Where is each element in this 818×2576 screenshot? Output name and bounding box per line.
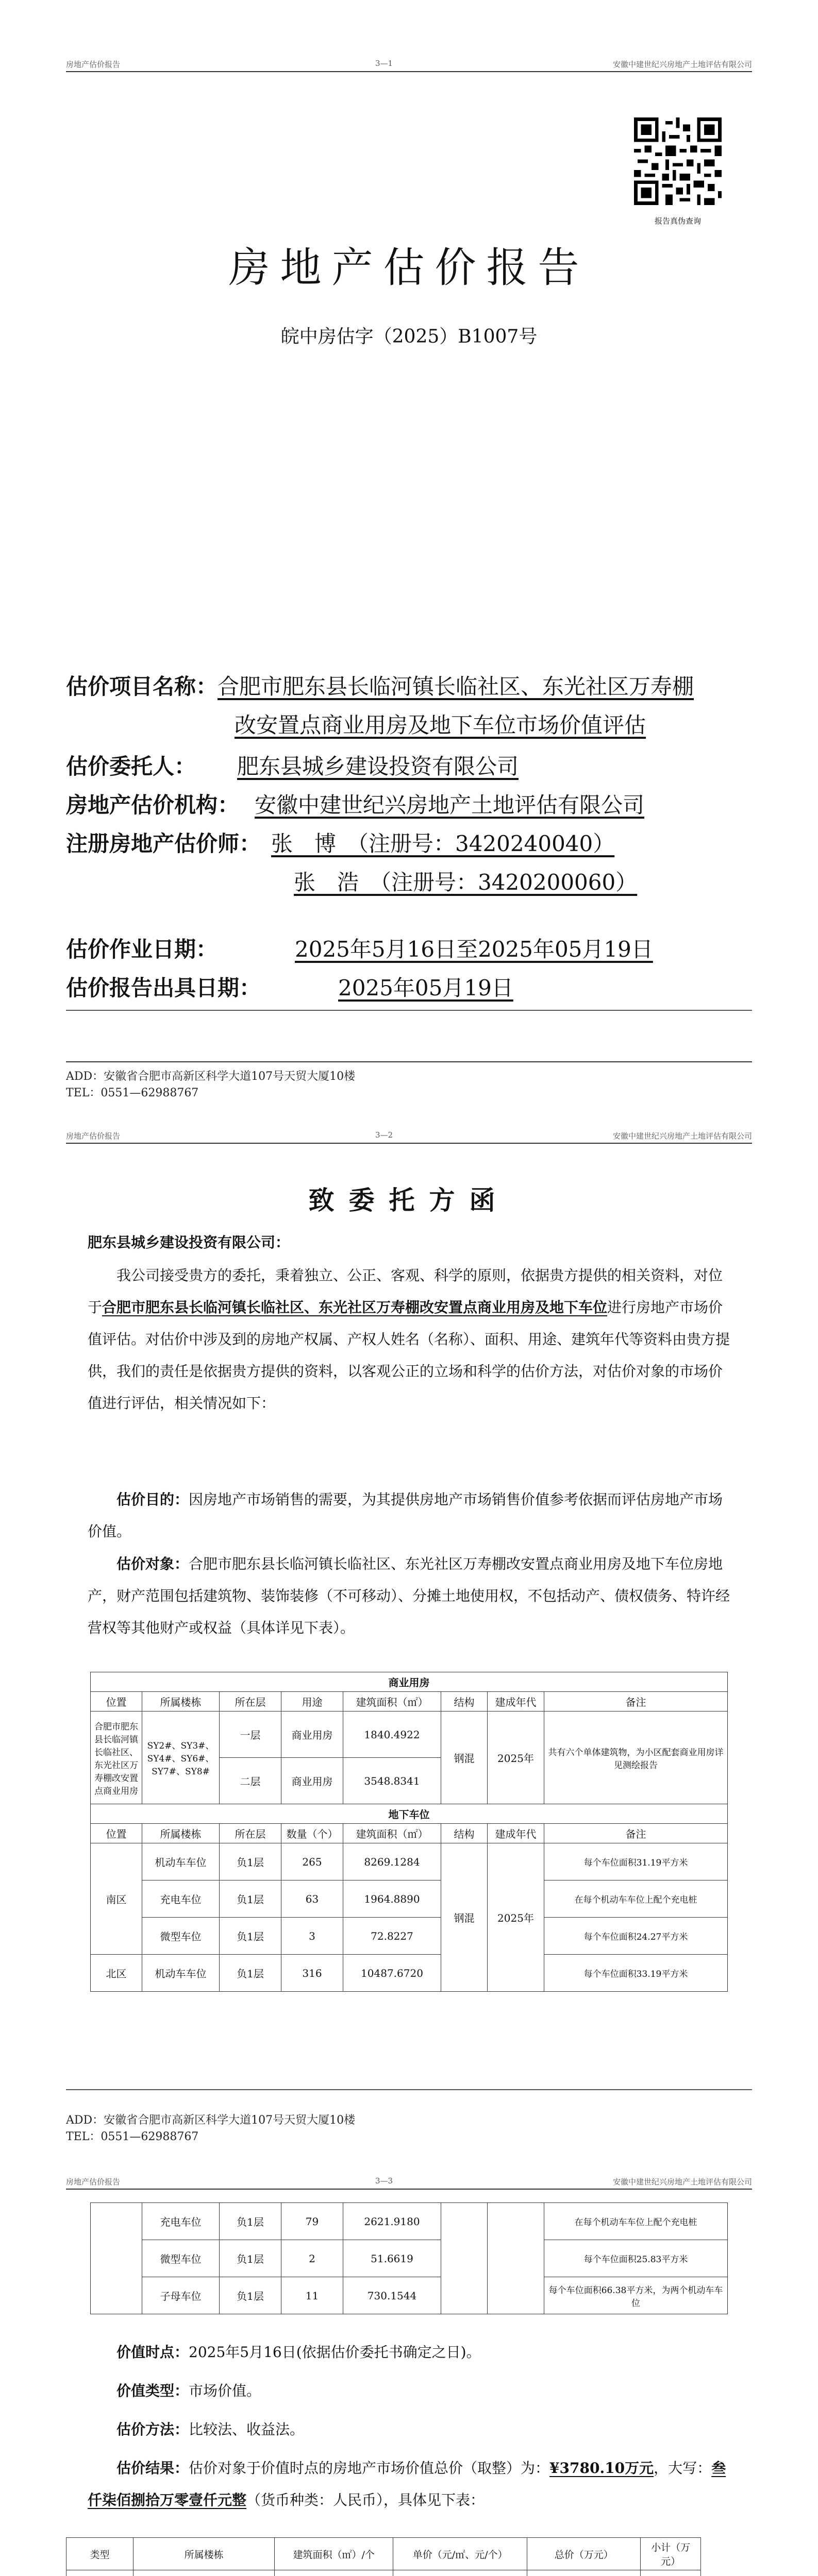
org-name: 安徽中建世纪兴房地产土地评估有限公司 [255, 792, 645, 818]
section-commercial: 商业用房 [91, 1672, 728, 1692]
cell-remark: 每个车位面积25.83平方米 [544, 2240, 728, 2277]
cell-type [66, 2570, 133, 2576]
col-header: 建筑面积（㎡） [343, 1692, 441, 1711]
table-row [91, 1711, 728, 1758]
table-header-row [91, 1692, 728, 1711]
valuation-table [66, 2537, 752, 2576]
header-left: 房地产估价报告 [66, 1131, 121, 1141]
project-name-line1: 合肥市肥东县长临河镇长临社区、东光社区万寿棚 [218, 674, 694, 699]
value-type-text: 市场价值。 [189, 2382, 261, 2399]
page-footer [66, 2112, 752, 2145]
cell-zone: 南区 [91, 1843, 142, 1955]
cell-type: 机动车车位 [142, 1843, 220, 1880]
property-table [90, 1672, 728, 1992]
cell-year: 2025年 [488, 1711, 544, 1804]
cover-page-bottom [0, 907, 818, 1123]
col-header: 所在层 [220, 1692, 281, 1711]
report-number: 皖中房估字（2025）B1007号 [280, 326, 538, 347]
section-parking: 地下车位 [91, 1804, 728, 1824]
table-row [91, 1955, 728, 1992]
method-label: 估价方法： [116, 2421, 189, 2438]
valuation-result [88, 2452, 730, 2516]
col-header: 建成年代 [488, 1824, 544, 1843]
table-row [91, 2277, 728, 2314]
cell-area: 51.6619 [343, 2240, 441, 2277]
col-header: 位置 [91, 1824, 142, 1843]
result-amount: ¥3780.10万元 [549, 2460, 654, 2477]
cell-remark: 在每个机动车车位上配个充电桩 [544, 1880, 728, 1918]
valuation-method [88, 2414, 730, 2446]
cell-area: 730.1544 [343, 2277, 441, 2314]
cell-remark: 共有六个单体建筑物，为小区配套商业用房详见测绘报告 [544, 1711, 728, 1804]
col-header: 类型 [66, 2538, 133, 2570]
cell-remark: 每个车位面积33.19平方米 [544, 1955, 728, 1992]
cover-separator [66, 1010, 752, 1011]
letter-paragraph-1 [88, 1260, 730, 1419]
cell-area: 1840.4922 [343, 1711, 441, 1758]
client-row [66, 750, 519, 781]
cell-structure: 钢混 [441, 1843, 488, 1992]
cell-floor: 负1层 [220, 2203, 281, 2240]
header-company: 安徽中建世纪兴房地产土地评估有限公司 [612, 1131, 752, 1141]
col-header: 备注 [544, 1692, 728, 1711]
header-company: 安徽中建世纪兴房地产土地评估有限公司 [612, 2177, 752, 2187]
cell-floor: 一层 [220, 1711, 281, 1758]
result-text-a: 估价对象于价值时点的房地产市场价值总价（取整）为： [189, 2460, 550, 2477]
header-page-number: 3—1 [375, 59, 393, 68]
purpose-text: 因房地产市场销售的需要，为其提供房地产市场销售价值参考依据而评估房地产市场价值。 [88, 1491, 723, 1540]
col-header: 结构 [441, 1824, 488, 1843]
cell-count: 63 [281, 1880, 343, 1918]
letter-title: 致委托方函 [308, 1185, 510, 1215]
results-page [0, 2164, 818, 2576]
page-header [66, 1128, 752, 1144]
letter-page [0, 1123, 818, 2112]
appraiser-label: 注册房地产估价师： [66, 831, 261, 856]
letter-separator [66, 2089, 752, 2090]
value-date [88, 2336, 730, 2368]
page-footer [66, 1061, 752, 1101]
col-header: 数量（个） [281, 1824, 343, 1843]
cell-total [527, 2570, 641, 2576]
client-label: 估价委托人： [66, 754, 196, 779]
appraiser-row2 [294, 866, 637, 896]
cell-location: 合肥市肥东县长临河镇长临社区、东光社区万寿棚改安置点商业用房 [91, 1711, 142, 1804]
cell-count: 265 [281, 1843, 343, 1880]
project-name-line2: 改安置点商业用房及地下车位市场价值评估 [235, 713, 646, 738]
cell-year: 2025年 [488, 1843, 544, 1992]
date-label: 估价报告出具日期： [66, 975, 261, 1001]
footer-phone: TEL：0551—62988767 [66, 2130, 199, 2143]
cell-floor: 二层 [220, 1758, 281, 1804]
cell-type: 充电车位 [142, 2203, 220, 2240]
col-header: 所在层 [220, 1824, 281, 1843]
period-label: 估价作业日期： [66, 937, 218, 962]
col-header: 结构 [441, 1692, 488, 1711]
cell-price [393, 2570, 527, 2576]
header-left: 房地产估价报告 [66, 60, 121, 69]
cell-area: 10487.6720 [343, 1955, 441, 1992]
result-text-c: （货币种类：人民币），具体见下表： [246, 2492, 485, 2509]
cell-floor: 负1层 [220, 1880, 281, 1918]
cell-area: 72.8227 [343, 1918, 441, 1955]
col-header: 用途 [281, 1692, 343, 1711]
cell-type: 微型车位 [142, 1918, 220, 1955]
p1-text-a: 我公司接受贵方的委托，秉着独立、公正、客观、科学的原则，依据贵方提供的相关资料，对位于 [88, 1267, 723, 1316]
appraiser-1: 张 博 （注册号：3420240040） [271, 831, 615, 856]
letter-object [88, 1548, 730, 1644]
cell-count: 2 [281, 2240, 343, 2277]
cell-zone: 北区 [91, 1955, 142, 1992]
p1-text-c: 进行房地产市场价值评估。对估价中涉及到的房地产权属、产权人姓名（名称）、面积、用途、建筑年代等资料由贵方提供，我们的责任是依据贵方提供的资料，以客观公正的立场和科学的估价方法，对估价对象的市场价值进行评估，相关情况如下： [88, 1299, 730, 1412]
cell-type: 机动车车位 [142, 1955, 220, 1992]
method-text: 比较法、收益法。 [189, 2421, 305, 2438]
appraiser-2: 张 浩 （注册号：3420200060） [294, 870, 638, 895]
period-row [66, 933, 653, 963]
cell-floor: 负1层 [220, 1955, 281, 1992]
cell-type: 子母车位 [142, 2277, 220, 2314]
table-header-row [66, 2538, 752, 2570]
footer-address: ADD：安徽省合肥市高新区科学大道107号天贸大厦10楼 [66, 1070, 356, 1083]
value-date-label: 价值时点： [116, 2344, 189, 2361]
col-header: 所属楼栋 [142, 1824, 220, 1843]
period-value: 2025年5月16日至2025年05月19日 [295, 937, 653, 962]
result-label: 估价结果： [116, 2460, 189, 2477]
result-text-b: ，大写： [654, 2460, 712, 2477]
col-header: 备注 [544, 1824, 728, 1843]
object-label: 估价对象： [116, 1555, 189, 1572]
cell-buildings [133, 2570, 275, 2576]
header-page-number: 3—2 [375, 1130, 393, 1140]
header-left: 房地产估价报告 [66, 2177, 121, 2187]
cell-floor: 负1层 [220, 2240, 281, 2277]
date-value: 2025年05月19日 [338, 975, 513, 1001]
table-header-row [91, 1824, 728, 1843]
col-header: 所属楼栋 [142, 1692, 220, 1711]
org-row [66, 788, 644, 819]
cell-structure: 钢混 [441, 1711, 488, 1804]
cell-zone-blank [91, 2203, 142, 2314]
cell-area: 3548.8341 [343, 1758, 441, 1804]
p1-object: 合肥市肥东县长临河镇长临社区、东光社区万寿棚改安置点商业用房及地下车位 [102, 1299, 608, 1316]
property-table-continued [90, 2202, 728, 2314]
cell-remark: 在每个机动车车位上配个充电桩 [544, 2203, 728, 2240]
letter-purpose [88, 1484, 730, 1548]
letter-salutation: 肥东县城乡建设投资有限公司： [88, 1234, 290, 1251]
result-amount-chinese: 叁仟柒佰捌拾万零壹仟元整 [88, 2460, 726, 2509]
cell-type: 充电车位 [142, 1880, 220, 1918]
cell-year-blank [488, 2203, 544, 2314]
cell-buildings: SY2#、SY3#、SY4#、SY6#、SY7#、SY8# [142, 1711, 220, 1804]
cell-remark: 每个车位面积31.19平方米 [544, 1843, 728, 1880]
cell-type: 微型车位 [142, 2240, 220, 2277]
table-row [91, 2203, 728, 2240]
appraiser-row [66, 827, 614, 858]
header-company: 安徽中建世纪兴房地产土地评估有限公司 [612, 60, 752, 69]
header-page-number: 3—3 [375, 2176, 393, 2185]
cell-subtotal [641, 2570, 701, 2576]
cell-count: 11 [281, 2277, 343, 2314]
col-header: 建筑面积（㎡）/个 [275, 2538, 393, 2570]
letter-footer-area [0, 2112, 818, 2164]
cell-remark: 每个车位面积66.38平方米，为两个机动车车位 [544, 2277, 728, 2314]
cell-count: 316 [281, 1955, 343, 1992]
footer-address: ADD：安徽省合肥市高新区科学大道107号天贸大厦10楼 [66, 2114, 356, 2127]
cell-use: 商业用房 [281, 1758, 343, 1804]
object-text: 合肥市肥东县长临河镇长临社区、东光社区万寿棚改安置点商业用房及地下车位房地产，财产范围包括建筑物、装饰装修（不可移动）、分摊土地使用权，不包括动产、债权债务、特许经营权等其他财产或权益（具体详见下表）。 [88, 1555, 730, 1636]
purpose-label: 估价目的： [116, 1491, 189, 1508]
value-type-label: 价值类型： [116, 2382, 189, 2399]
col-header: 总价（万元） [527, 2538, 641, 2570]
footer-phone: TEL：0551—62988767 [66, 1087, 199, 1099]
cell-count: 3 [281, 1918, 343, 1955]
col-header: 所属楼栋 [133, 2538, 275, 2570]
cell-structure-blank [441, 2203, 488, 2314]
date-row [66, 971, 513, 1002]
cell-floor: 负1层 [220, 1843, 281, 1880]
cell-use: 商业用房 [281, 1711, 343, 1758]
project-label: 估价项目名称： [66, 674, 218, 699]
col-header: 位置 [91, 1692, 142, 1711]
page-header [66, 57, 752, 72]
cell-area: 8269.1284 [343, 1843, 441, 1880]
cell-remark: 每个车位面积24.27平方米 [544, 1918, 728, 1955]
qr-code-icon[interactable] [634, 117, 722, 205]
qr-caption: 报告真伪查询 [654, 216, 701, 226]
cell-area [275, 2570, 393, 2576]
page-header [66, 2174, 752, 2190]
report-title: 房地产估价报告 [228, 244, 590, 292]
project-name-row2 [235, 708, 646, 739]
project-name-row [66, 670, 694, 701]
value-date-text: 2025年5月16日(依据估价委托书确定之日)。 [189, 2344, 481, 2361]
col-header: 单价（元/㎡、元/个） [393, 2538, 527, 2570]
table-row [91, 1843, 728, 1880]
value-type [88, 2375, 730, 2407]
table-row [91, 2240, 728, 2277]
cell-area: 1964.8890 [343, 1880, 441, 1918]
col-header: 建筑面积（㎡） [343, 1824, 441, 1843]
cell-floor: 负1层 [220, 2277, 281, 2314]
cell-area: 2621.9180 [343, 2203, 441, 2240]
table-row [66, 2570, 752, 2576]
org-label: 房地产估价机构： [66, 792, 240, 818]
cell-count: 79 [281, 2203, 343, 2240]
client-name: 肥东县城乡建设投资有限公司 [237, 754, 519, 779]
table-row [91, 1918, 728, 1955]
col-header: 小计（万元） [641, 2538, 701, 2570]
cell-floor: 负1层 [220, 1918, 281, 1955]
col-header: 建成年代 [488, 1692, 544, 1711]
cover-page [0, 0, 818, 927]
table-row [91, 1880, 728, 1918]
